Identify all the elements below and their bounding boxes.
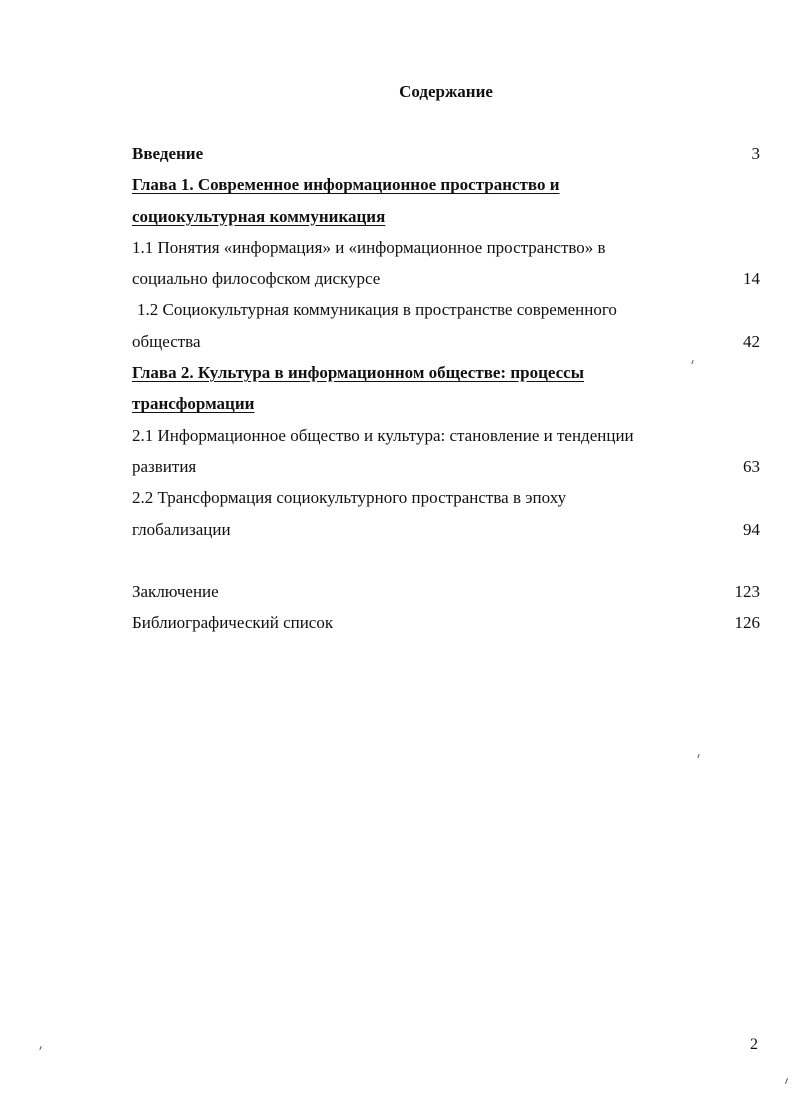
- toc-entry-text: глобализации: [132, 519, 231, 539]
- toc-entry-section-1-1-cont: [132, 263, 760, 294]
- scan-speck: [785, 1078, 788, 1084]
- page-number: 2: [750, 1036, 758, 1053]
- toc-entry-text: Заключение: [132, 581, 219, 601]
- toc-entry-page: 63: [743, 456, 760, 476]
- toc-entry-chapter-2-cont: [132, 388, 760, 419]
- toc-entry-section-2-2: [132, 482, 760, 513]
- toc-entry-text: социокультурная коммуникация: [132, 206, 386, 226]
- scan-speck: [697, 754, 699, 758]
- toc-entry-conclusion: [132, 576, 760, 607]
- toc-entry-text: 1.1 Понятия «информация» и «информационное пространство» в: [132, 237, 606, 257]
- toc-entry-chapter-1: [132, 169, 760, 200]
- toc-entry-section-2-2-cont: [132, 514, 760, 545]
- toc-entry-text: общества: [132, 331, 201, 351]
- toc-entry-page: 94: [743, 519, 760, 539]
- toc-entry-section-2-1: [132, 420, 760, 451]
- toc-entry-text: Введение: [132, 144, 204, 163]
- toc-entry-page: 42: [743, 331, 760, 351]
- toc-entry-text: 2.1 Информационное общество и культура: становление и тенденции: [132, 425, 634, 445]
- toc-entry-bibliography: [132, 607, 760, 638]
- toc-entry-chapter-2: [132, 357, 760, 388]
- toc-title: Содержание: [399, 82, 493, 101]
- toc-entry-section-2-1-cont: [132, 451, 760, 482]
- toc-entry-page: 123: [734, 581, 760, 601]
- toc-entry-text: социально философском дискурсе: [132, 269, 381, 289]
- toc-entry-chapter-1-cont: [132, 201, 760, 232]
- table-of-contents: [132, 138, 760, 638]
- toc-entry-page: 3: [751, 144, 760, 163]
- toc-entry-text: трансформации: [132, 394, 255, 414]
- toc-spacer: [132, 545, 760, 576]
- toc-entry-page: 126: [734, 613, 760, 633]
- toc-entry-text: Глава 1. Современное информационное пространство и: [132, 175, 560, 195]
- toc-entry-text: Библиографический список: [132, 613, 334, 633]
- toc-entry-section-1-2-cont: [132, 326, 760, 357]
- toc-entry-introduction: [132, 138, 760, 169]
- toc-entry-text: 2.2 Трансформация социокультурного пространства в эпоху: [132, 488, 567, 508]
- toc-entry-section-1-2: [132, 294, 760, 325]
- scan-speck: [39, 1046, 41, 1050]
- toc-entry-section-1-1: [132, 232, 760, 263]
- toc-entry-text: развития: [132, 456, 197, 476]
- toc-entry-page: 14: [743, 269, 760, 289]
- toc-entry-text: Глава 2. Культура в информационном обществе: процессы: [132, 363, 584, 383]
- toc-entry-text: 1.2 Социокультурная коммуникация в пространстве современного: [137, 300, 617, 320]
